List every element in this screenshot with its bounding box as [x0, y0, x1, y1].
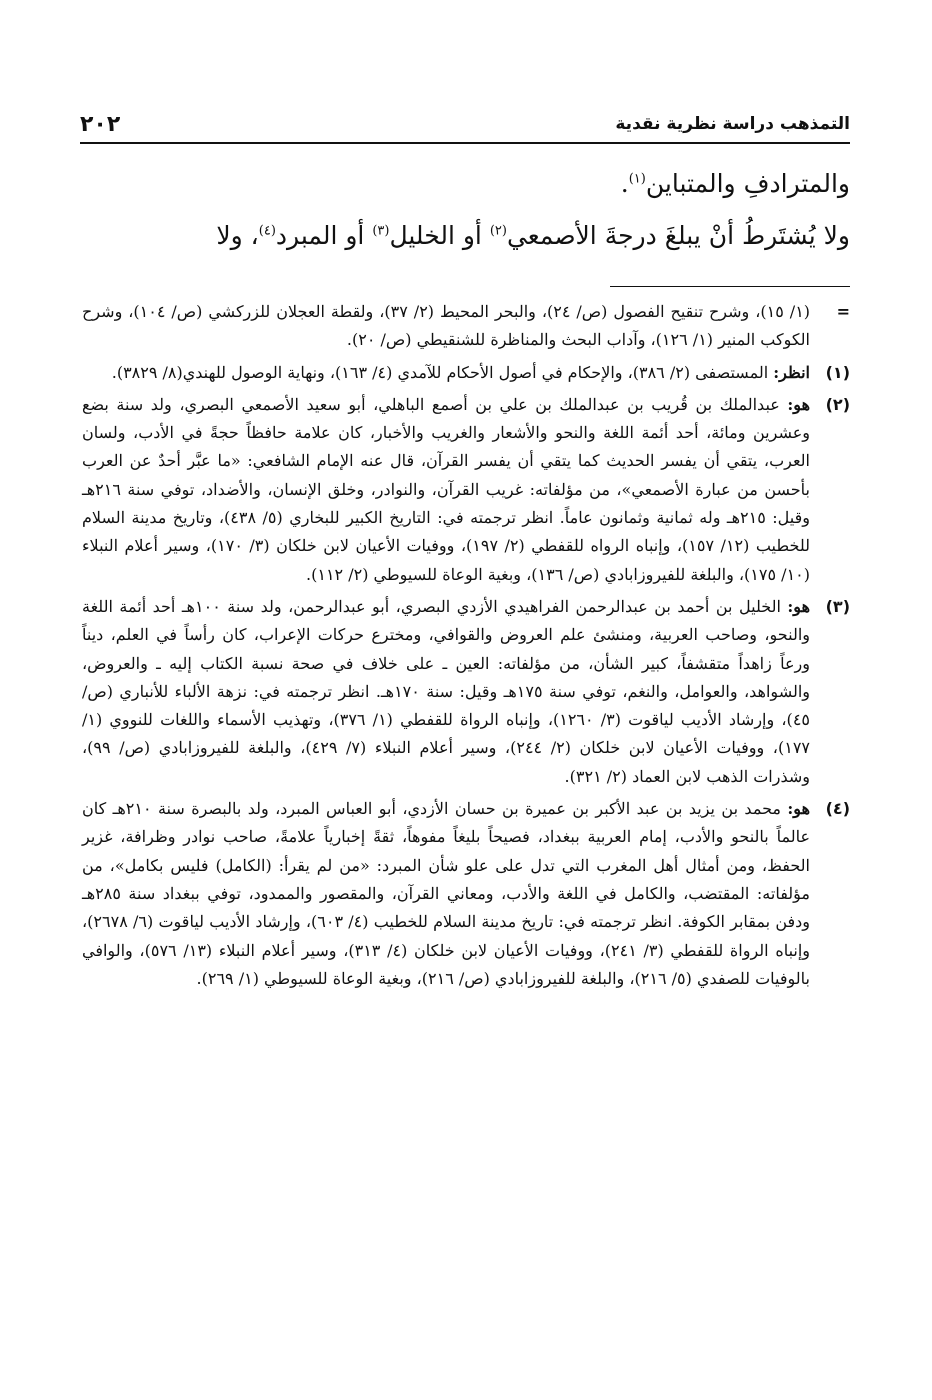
footnote-text: الخليل بن أحمد بن عبدالرحمن الفراهيدي الأزدي البصري، أبو عبدالرحمن، ولد سنة ١٠٠هـ أحد أئمة اللغة والنحو، وصاحب العربية، ومنشئ علم العروض والقوافي، ومخترع حركات الإعراب، كان رأساً في العلم، ديناً ورعاً زاهداً متقشفاً، كبير الشأن، من مؤلفاته: العين ـ على خلاف في صحة نسبة الكتاب إليه ـ والعروض، والشواهد، والعوامل، والنغم، توفي سنة ١٧٥هـ وقيل: سنة ١٧٠هـ. انظر ترجمته في: نزهة الألباء للأنباري (ص/ ٤٥)، وإرشاد الأديب لياقوت (٣/ ١٢٦٠)، وإنباه الرواة للقفطي (١/ ٣٧٦)، وتهذيب الأسماء واللغات للنووي (١/ ١٧٧)، ووفيات الأعيان لابن خلكان (٢/ ٢٤٤)، وسير أعلام النبلاء (٧/ ٤٢٩)، والبلغة للفيروزابادي (ص/ ٩٩)، وشذرات الذهب لابن العماد (٢/ ٣٢١).: [82, 596, 811, 786]
footnote-body: [82, 391, 810, 589]
footnote-lead: هو:: [787, 799, 810, 819]
footnote-continued: [82, 298, 850, 355]
main-line-2-part-2: أو الخليل: [389, 221, 490, 250]
footnote-3: [82, 593, 850, 791]
footnote-marker: (٣): [825, 596, 850, 616]
footnote-4: [82, 795, 850, 993]
footnote-ref-4: (٤): [258, 223, 276, 239]
footnotes: [82, 298, 850, 997]
main-line-1-end: .: [620, 169, 629, 198]
footnote-marker: (٤): [825, 799, 850, 819]
footnote-text: المستصفى (٢/ ٣٨٦)، والإحكام في أصول الأحكام للآمدي (٤/ ١٦٣)، ونهاية الوصول للهندي(٨/ ٣٨٢٩).: [111, 362, 774, 382]
footnote-lead: هو:: [787, 394, 810, 414]
main-line-2-part-4: ، ولا: [216, 221, 259, 250]
footnote-ref-3: (٣): [372, 223, 390, 239]
footnote-marker: =: [836, 302, 850, 321]
page-number: ٢٠٢: [80, 111, 121, 137]
main-line-1: [80, 158, 850, 210]
footnote-text: محمد بن يزيد بن عبد الأكبر بن عميرة بن حسان الأزدي، أبو العباس المبرد، ولد بالبصرة سنة ٢١٠هـ كان عالماً بالنحو والأدب، إمام العربية ببغداد، فصيحاً بليغاً مفوهاً، ثقةً إخبارياً علامةً، صاحب نوادر وظرافة، غزير الحفظ، ومن أمثال أهل المغرب التي تدل على علو شأن المبرد: «من لم يقرأ: (الكامل) فليس بكامل»، من مؤلفاته: المقتضب، والكامل في اللغة والأدب، ومعاني القرآن، والمقصور والممدود، توفي ببغداد سنة ٢٨٥هـ ودفن بمقابر الكوفة. انظر ترجمته في: تاريخ مدينة السلام للخطيب (٤/ ٦٠٣)، وإرشاد الأديب لياقوت (٦/ ٢٦٧٨)، وإنباه الرواة للقفطي (٣/ ٢٤١)، ووفيات الأعيان لابن خلكان (٤/ ٣١٣)، وسير أعلام النبلاء (١٣/ ٥٧٦)، والوافي بالوفيات للصفدي (٥/ ٢١٦)، والبلغة للفيروزابادي (ص/ ٢١٦)، وبغية الوعاة للسيوطي (١/ ٢٦٩).: [82, 799, 811, 988]
footnote-body: [82, 593, 810, 791]
main-line-2: [80, 210, 850, 262]
footnote-separator: [610, 286, 850, 287]
page-header: [80, 106, 850, 144]
footnote-text: عبدالملك بن قُريب بن عبدالملك بن علي بن أصمع الباهلي، أبو سعيد الأصمعي البصري، ولد سنة بضع وعشرين ومائة، أحد أئمة اللغة والنحو والأشعار والغريب والأخبار، كان علامة حافظاً حجةً في الأدب، ولسان العرب، يتقي أن يفسر الحديث كما يتقي أن يفسر القرآن، قال عنه الإمام الشافعي: «ما عبَّر أحدٌ عن العرب بأحسن من عبارة الأصمعي»، من مؤلفاته: غريب القرآن، والنوادر، وخلق الإنسان، والأضداد، توفي سنة ٢١٦هـ وقيل: ٢١٥هـ وله ثمانية وثمانون عاماً. انظر ترجمته في: التاريخ الكبير للبخاري (٥/ ٤٣٨)، وتاريخ مدينة السلام للخطيب (١٢/ ١٥٧)، وإنباه الرواه للقفطي (٢/ ١٩٧)، ووفيات الأعيان لابن خلكان (٣/ ١٧٠)، وسير أعلام النبلاء (١٠/ ١٧٥)، والبلغة للفيروزابادي (ص/ ١٣٦)، وبغية الوعاة للسيوطي (٢/ ١١٢).: [82, 394, 811, 584]
running-title: التمذهب دراسة نظرية نقدية: [615, 114, 850, 134]
footnote-ref-1: (١): [628, 171, 646, 187]
footnote-ref-2: (٢): [489, 223, 507, 239]
footnote-text: (١/ ١٥)، وشرح تنقيح الفصول (ص/ ٢٤)، والبحر المحيط (٢/ ٣٧)، ولقطة العجلان للزركشي (ص/ ١٠٤)، وشرح الكوكب المنير (١/ ١٢٦)، وآداب البحث والمناظرة للشنقيطي (ص/ ٢٠).: [82, 302, 811, 350]
footnote-marker: (١): [825, 362, 850, 382]
footnote-lead: انظر:: [773, 362, 810, 382]
main-line-2-part-1: ولا يُشتَرطُ أنْ يبلغَ درجةَ الأصمعي: [506, 221, 850, 250]
footnote-body: [82, 359, 810, 387]
main-line-2-part-3: أو المبرد: [275, 221, 373, 250]
footnote-body: [82, 795, 810, 993]
footnote-1: [82, 359, 850, 387]
main-line-1-text: والمترادفِ والمتباين: [645, 169, 850, 198]
footnote-marker: (٢): [825, 394, 850, 414]
footnote-lead: هو:: [787, 596, 810, 616]
main-text: [80, 158, 850, 262]
footnote-2: [82, 391, 850, 589]
